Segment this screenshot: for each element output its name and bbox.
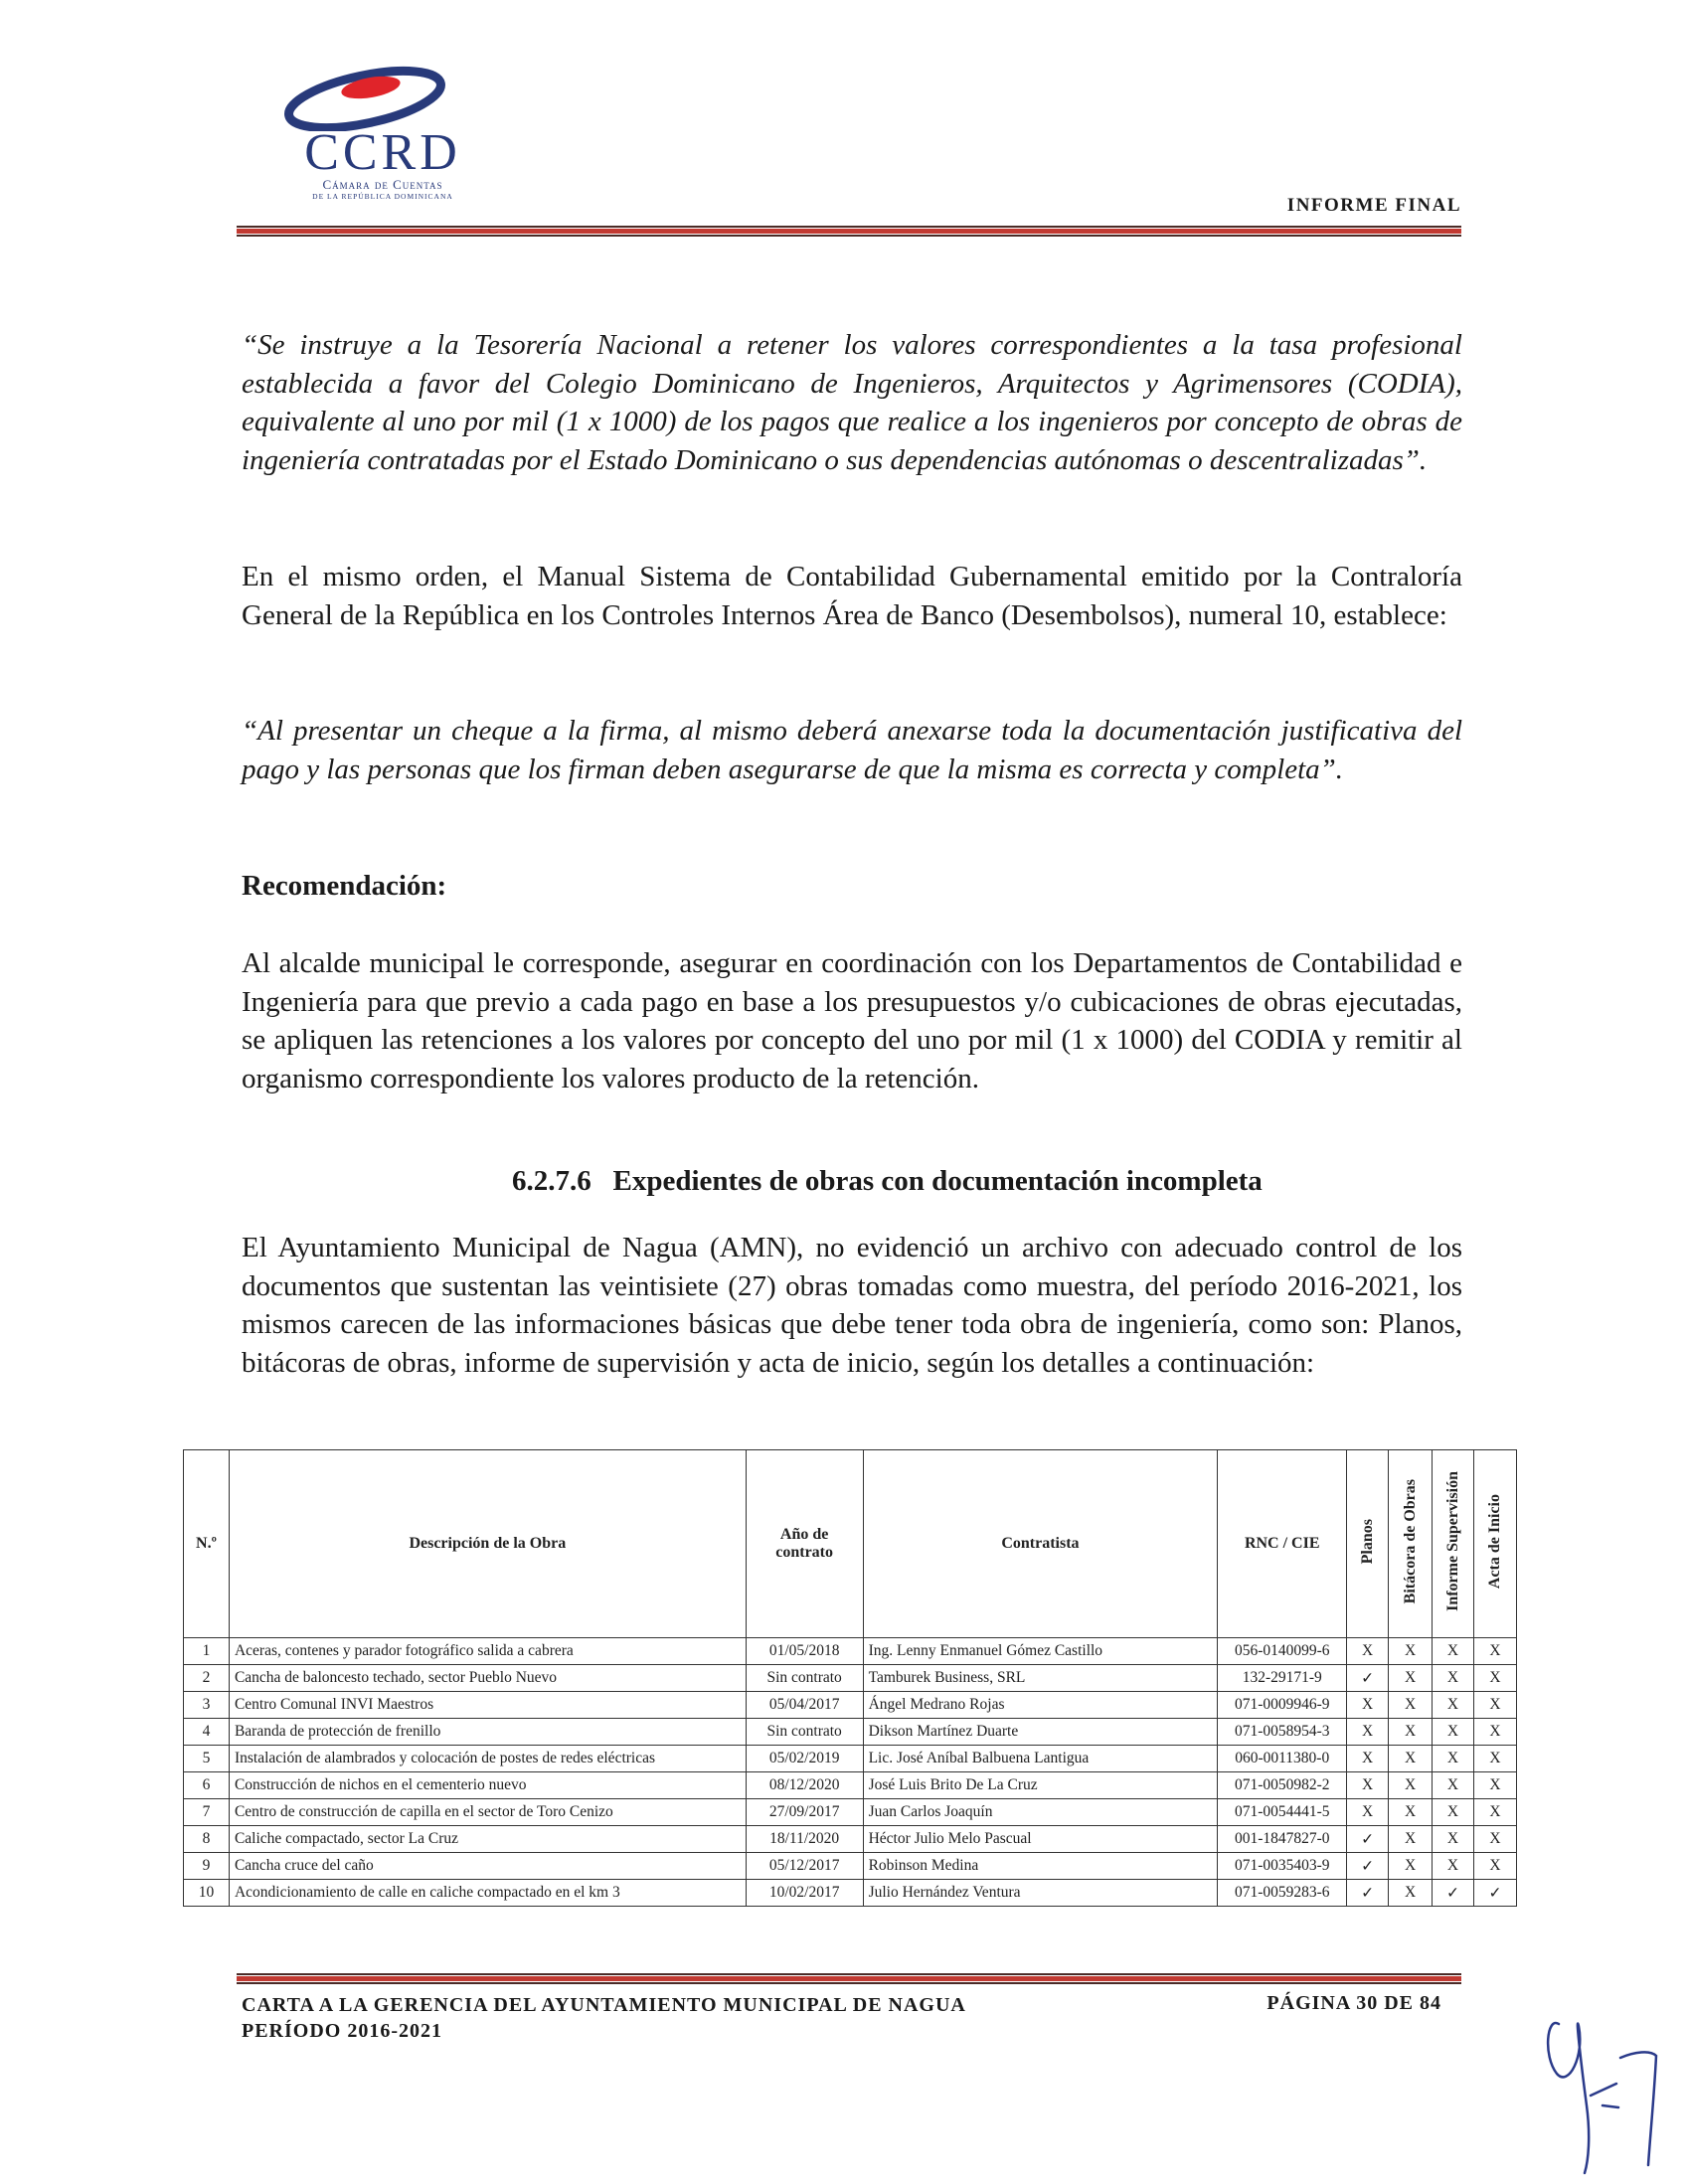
cell-year: 18/11/2020	[746, 1826, 863, 1853]
cell-rnc: 060-0011380-0	[1218, 1746, 1347, 1772]
cell-acta: X	[1473, 1826, 1516, 1853]
cell-bitacora: X	[1389, 1665, 1433, 1692]
table-header-row	[184, 1450, 1517, 1638]
cell-acta: X	[1473, 1638, 1516, 1665]
section-number: 6.2.7.6	[512, 1165, 591, 1197]
cell-rnc: 071-0035403-9	[1218, 1853, 1347, 1880]
cell-planos: ✓	[1347, 1665, 1389, 1692]
cell-supervision: X	[1433, 1853, 1474, 1880]
header-supervision-label: Informe Supervisión	[1443, 1471, 1461, 1611]
table-row	[184, 1772, 1517, 1799]
cell-acta: ✓	[1473, 1880, 1516, 1907]
cell-supervision: X	[1433, 1692, 1474, 1719]
cell-description: Construcción de nichos en el cementerio nuevo	[229, 1772, 746, 1799]
cell-planos: X	[1347, 1746, 1389, 1772]
section-title: Expedientes de obras con documentación incompleta	[612, 1165, 1263, 1197]
cell-bitacora: X	[1389, 1772, 1433, 1799]
cell-supervision: X	[1433, 1746, 1474, 1772]
cell-num: 3	[184, 1692, 230, 1719]
logo-line-1: Cámara de Cuentas	[322, 177, 443, 192]
cell-contractor: Ing. Lenny Enmanuel Gómez Castillo	[863, 1638, 1218, 1665]
cell-year: 10/02/2017	[746, 1880, 863, 1907]
cell-contractor: Dikson Martínez Duarte	[863, 1719, 1218, 1746]
header-year: Año de contrato	[746, 1450, 863, 1638]
recommendation-text: Al alcalde municipal le corresponde, asegurar en coordinación con los Departamentos de Contabilidad e Ingeniería para que previo a cada pago en base a los presupuestos y/o cubicaciones de obras ejecutadas, se apliquen las retenciones a los valores por concepto del uno por mil (1 x 1000) del CODIA y remitir al organismo correspondiente los valores producto de la retención.	[242, 947, 1462, 1094]
header-label: INFORME FINAL	[1286, 195, 1461, 216]
paragraph-manual: En el mismo orden, el Manual Sistema de Contabilidad Gubernamental emitido por la Contraloría General de la República en los Controles Internos Área de Banco (Desembolsos), numeral 10, establece:	[242, 561, 1462, 631]
footer-title	[242, 1992, 1136, 2044]
cell-year: 05/02/2019	[746, 1746, 863, 1772]
logo-acronym: CCRD	[304, 124, 461, 181]
cell-bitacora: X	[1389, 1853, 1433, 1880]
cell-year: Sin contrato	[746, 1719, 863, 1746]
cell-description: Acondicionamiento de calle en caliche compactado en el km 3	[229, 1880, 746, 1907]
table-row	[184, 1638, 1517, 1665]
cell-rnc: 056-0140099-6	[1218, 1638, 1347, 1665]
table-row	[184, 1746, 1517, 1772]
cell-rnc: 071-0059283-6	[1218, 1880, 1347, 1907]
cell-acta: X	[1473, 1772, 1516, 1799]
cell-num: 8	[184, 1826, 230, 1853]
cell-description: Baranda de protección de frenillo	[229, 1719, 746, 1746]
cell-supervision: X	[1433, 1638, 1474, 1665]
cell-num: 2	[184, 1665, 230, 1692]
logo-line-2: DE LA REPÚBLICA DOMINICANA	[312, 192, 453, 201]
header-acta	[1473, 1450, 1516, 1638]
cell-bitacora: X	[1389, 1638, 1433, 1665]
ccrd-logo	[253, 62, 512, 206]
cell-description: Centro de construcción de capilla en el sector de Toro Cenizo	[229, 1799, 746, 1826]
cell-description: Instalación de alambrados y colocación de postes de redes eléctricas	[229, 1746, 746, 1772]
header-rule	[237, 226, 1461, 237]
cell-planos: ✓	[1347, 1880, 1389, 1907]
cell-year: Sin contrato	[746, 1665, 863, 1692]
cell-acta: X	[1473, 1665, 1516, 1692]
cell-acta: X	[1473, 1719, 1516, 1746]
header-planos	[1347, 1450, 1389, 1638]
cell-contractor: José Luis Brito De La Cruz	[863, 1772, 1218, 1799]
cell-contractor: Juan Carlos Joaquín	[863, 1799, 1218, 1826]
cell-acta: X	[1473, 1746, 1516, 1772]
cell-bitacora: X	[1389, 1799, 1433, 1826]
obras-table	[183, 1449, 1517, 1907]
cell-rnc: 071-0054441-5	[1218, 1799, 1347, 1826]
paragraph-expedientes: El Ayuntamiento Municipal de Nagua (AMN), no evidenció un archivo con adecuado control de los documentos que sustentan las veintisiete (27) obras tomadas como muestra, del período 2016-2021, los mismos carecen de las informaciones básicas que debe tener toda obra de ingeniería, como son: Planos, bitácoras de obras, informe de supervisión y acta de inicio, según los detalles a continuación:	[242, 1232, 1462, 1379]
quote-codia: “Se instruye a la Tesorería Nacional a retener los valores correspondientes a la tasa profesional establecida a favor del Colegio Dominicano de Ingenieros, Arquitectos y Agrimensores (CODIA), equivalente al uno por mil (1 x 1000) de los pagos que realice a los ingenieros por concepto de obras de ingeniería contratadas por el Estado Dominicano o sus dependencias autónomas o descentralizadas”.	[242, 329, 1462, 476]
cell-bitacora: X	[1389, 1826, 1433, 1853]
cell-supervision: X	[1433, 1719, 1474, 1746]
cell-num: 4	[184, 1719, 230, 1746]
recommendation-title: Recomendación:	[242, 870, 447, 902]
cell-bitacora: X	[1389, 1880, 1433, 1907]
cell-contractor: Julio Hernández Ventura	[863, 1880, 1218, 1907]
table-row	[184, 1692, 1517, 1719]
cell-rnc: 132-29171-9	[1218, 1665, 1347, 1692]
table-row	[184, 1880, 1517, 1907]
ccrd-swoosh-icon	[253, 62, 512, 131]
handwritten-signature	[1539, 1996, 1668, 2175]
header-description: Descripción de la Obra	[229, 1450, 746, 1638]
page-number: PÁGINA 30 DE 84	[1266, 1992, 1441, 2014]
cell-planos: X	[1347, 1692, 1389, 1719]
cell-acta: X	[1473, 1853, 1516, 1880]
cell-acta: X	[1473, 1692, 1516, 1719]
cell-supervision: X	[1433, 1772, 1474, 1799]
header-planos-label: Planos	[1358, 1518, 1376, 1565]
cell-year: 01/05/2018	[746, 1638, 863, 1665]
cell-num: 7	[184, 1799, 230, 1826]
cell-description: Aceras, contenes y parador fotográfico salida a cabrera	[229, 1638, 746, 1665]
header-contractor: Contratista	[863, 1450, 1218, 1638]
header-num: N.º	[184, 1450, 230, 1638]
cell-bitacora: X	[1389, 1746, 1433, 1772]
table-row	[184, 1799, 1517, 1826]
footer-rule	[237, 1973, 1461, 1984]
cell-description: Cancha de baloncesto techado, sector Pueblo Nuevo	[229, 1665, 746, 1692]
header-rnc: RNC / CIE	[1218, 1450, 1347, 1638]
cell-num: 6	[184, 1772, 230, 1799]
cell-num: 9	[184, 1853, 230, 1880]
table-row	[184, 1665, 1517, 1692]
cell-year: 08/12/2020	[746, 1772, 863, 1799]
cell-contractor: Lic. José Aníbal Balbuena Lantigua	[863, 1746, 1218, 1772]
cell-num: 1	[184, 1638, 230, 1665]
cell-year: 05/04/2017	[746, 1692, 863, 1719]
cell-year: 27/09/2017	[746, 1799, 863, 1826]
cell-rnc: 071-0050982-2	[1218, 1772, 1347, 1799]
cell-description: Caliche compactado, sector La Cruz	[229, 1826, 746, 1853]
cell-planos: X	[1347, 1799, 1389, 1826]
cell-description: Cancha cruce del caño	[229, 1853, 746, 1880]
header-bitacora-label: Bitácora de Obras	[1401, 1478, 1419, 1604]
cell-contractor: Robinson Medina	[863, 1853, 1218, 1880]
table-row	[184, 1826, 1517, 1853]
cell-bitacora: X	[1389, 1719, 1433, 1746]
cell-year: 05/12/2017	[746, 1853, 863, 1880]
cell-contractor: Héctor Julio Melo Pascual	[863, 1826, 1218, 1853]
quote-manual: “Al presentar un cheque a la firma, al mismo deberá anexarse toda la documentación justificativa del pago y las personas que los firman deben asegurarse de que la misma es correcta y completa”.	[242, 715, 1462, 785]
table-body	[184, 1638, 1517, 1907]
header-acta-label: Acta de Inicio	[1485, 1493, 1503, 1590]
cell-planos: X	[1347, 1719, 1389, 1746]
cell-planos: X	[1347, 1772, 1389, 1799]
footer-line-2: PERÍODO 2016-2021	[242, 2020, 442, 2042]
cell-planos: ✓	[1347, 1853, 1389, 1880]
cell-contractor: Tamburek Business, SRL	[863, 1665, 1218, 1692]
cell-rnc: 001-1847827-0	[1218, 1826, 1347, 1853]
table-row	[184, 1719, 1517, 1746]
cell-contractor: Ángel Medrano Rojas	[863, 1692, 1218, 1719]
cell-rnc: 071-0058954-3	[1218, 1719, 1347, 1746]
cell-bitacora: X	[1389, 1692, 1433, 1719]
cell-description: Centro Comunal INVI Maestros	[229, 1692, 746, 1719]
cell-supervision: X	[1433, 1665, 1474, 1692]
cell-planos: X	[1347, 1638, 1389, 1665]
cell-supervision: X	[1433, 1826, 1474, 1853]
table-row	[184, 1853, 1517, 1880]
cell-num: 5	[184, 1746, 230, 1772]
section-heading	[512, 1165, 1407, 1198]
cell-supervision: ✓	[1433, 1880, 1474, 1907]
cell-num: 10	[184, 1880, 230, 1907]
cell-rnc: 071-0009946-9	[1218, 1692, 1347, 1719]
cell-acta: X	[1473, 1799, 1516, 1826]
cell-planos: ✓	[1347, 1826, 1389, 1853]
header-supervision	[1433, 1450, 1474, 1638]
footer-line-1: CARTA A LA GERENCIA DEL AYUNTAMIENTO MUNICIPAL DE NAGUA	[242, 1994, 966, 2016]
cell-supervision: X	[1433, 1799, 1474, 1826]
header-bitacora	[1389, 1450, 1433, 1638]
